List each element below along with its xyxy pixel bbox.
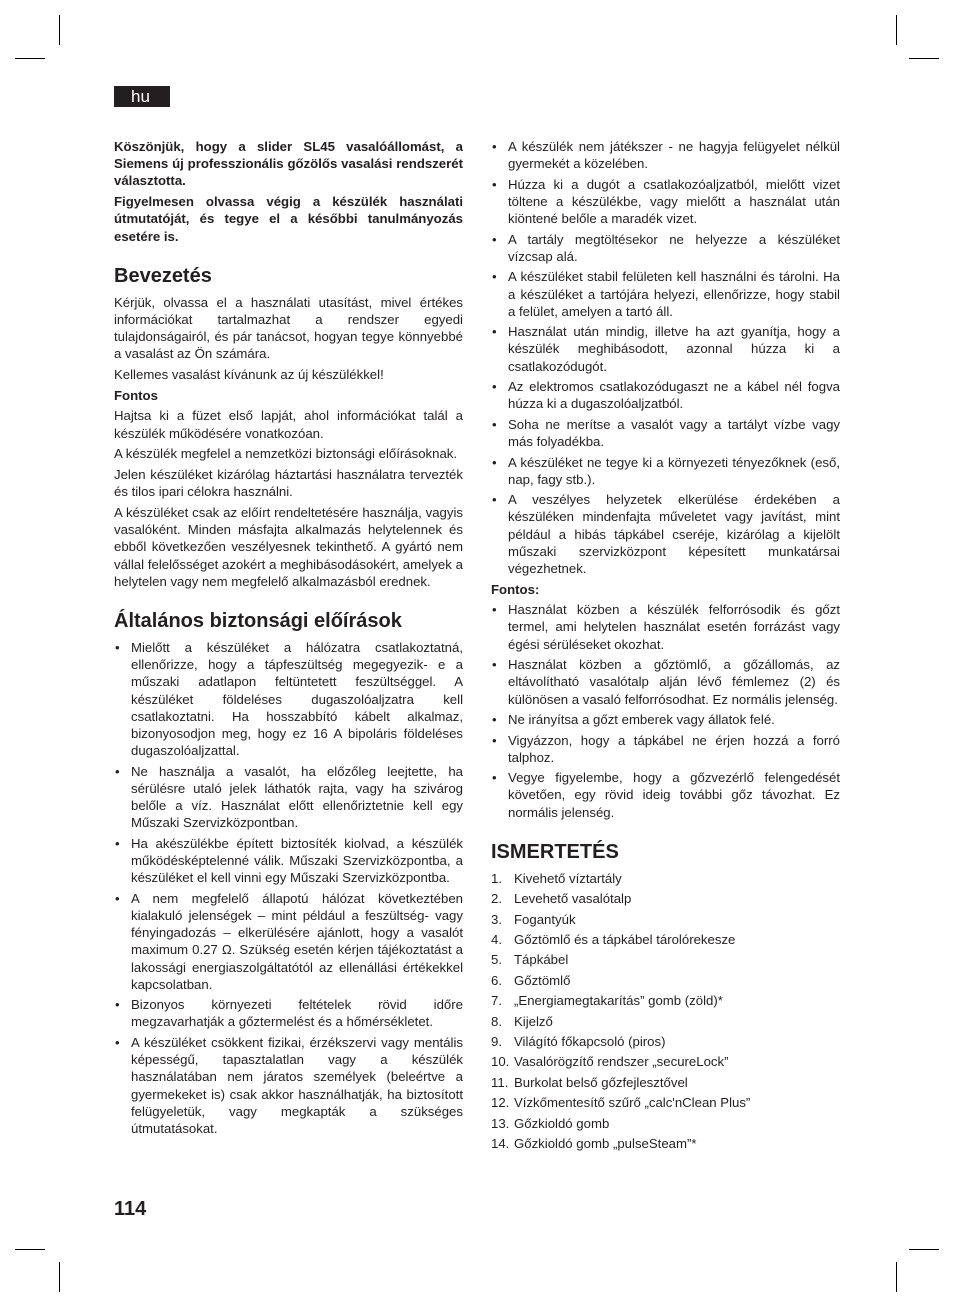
bullet-icon: • xyxy=(492,379,497,395)
list-item xyxy=(491,454,840,488)
item-number: 5. xyxy=(491,952,502,968)
list-item xyxy=(491,416,840,450)
item-number: 6. xyxy=(491,972,502,988)
item-number: 13. xyxy=(491,1115,510,1131)
parts-list-item xyxy=(491,1013,840,1030)
list-item-text: Használat közben a gőztömlő, a gőzállomás, az eltávolítható vasalótalp alján lévő fémlemez (2) és különösen a vasaló felforrósodhat. Ez normális jelenség. xyxy=(508,657,840,707)
list-item xyxy=(114,835,463,887)
list-item-text: Használat után mindig, illetve ha azt gyanítja, hogy a készülék meghibásodott, azonnal húzza ki a csatlakozódugót. xyxy=(508,324,840,374)
list-item-text: A készüléket ne tegye ki a környezeti tényezőknek (eső, nap, fagy stb.). xyxy=(508,454,840,487)
list-item-text: Ne használja a vasalót, ha előzőleg leejtette, ha sérülésre utaló jelek láthatók rajta, vagy ha szivárog belőle a víz. Használat előtt ellenőriztetnie kell egy Műszaki Szervizközpontban. xyxy=(131,763,463,831)
parts-list-item xyxy=(491,1074,840,1091)
list-item xyxy=(491,601,840,653)
bullet-icon: • xyxy=(492,712,497,728)
list-item-text: A készülék nem játékszer - ne hagyja felügyelet nélkül gyermekét a közelében. xyxy=(508,139,840,172)
list-item-text: A nem megfelelő állapotú hálózat következtében kialakuló jelenségek – mint például a feszültség- vagy fényingadozás – elkerülésére ajánlott, hogy a vasalót maximum 0.27 Ω. Szükség esetén kérjen tájékoztatást a lakossági energiaszolgáltatótól az ellenállási értékekkel kapcsolatban. xyxy=(131,890,463,992)
list-item xyxy=(114,1034,463,1137)
left-column xyxy=(114,138,463,1140)
item-label: Kivehető víztartály xyxy=(514,870,622,886)
item-label: Kijelző xyxy=(514,1013,553,1029)
item-number: 14. xyxy=(491,1135,510,1151)
item-label: Gőzkioldó gomb „pulseSteam”* xyxy=(514,1135,697,1151)
fontos-label: Fontos xyxy=(114,387,158,403)
bullet-icon: • xyxy=(115,639,120,655)
crop-mark xyxy=(59,1262,60,1292)
intro-paragraph: Köszönjük, hogy a slider SL45 vasalóállomást, a Siemens új professzionális gőzölős vasalási rendszerét választotta. xyxy=(114,139,463,189)
crop-mark xyxy=(896,15,897,45)
parts-list-item xyxy=(491,890,840,907)
list-item-text: Bizonyos környezeti feltételek rövid időre megzavarhatják a gőztermelést és a hőmérsékletet. xyxy=(131,997,463,1030)
bullet-icon: • xyxy=(115,997,120,1013)
item-number: 12. xyxy=(491,1095,510,1111)
item-label: Levehető vasalótalp xyxy=(514,891,632,907)
list-item-text: Húzza ki a dugót a csatlakozóaljzatból, mielőtt vizet töltene a készülékbe, vagy mielőtt a használat után kiöntené belőle a maradék vizet. xyxy=(508,176,840,227)
safety-list-right xyxy=(491,138,840,577)
crop-mark xyxy=(15,1249,45,1250)
item-label: Burkolat belső gőzfejlesztővel xyxy=(514,1074,688,1090)
parts-list-item xyxy=(491,951,840,968)
list-item xyxy=(491,138,840,172)
parts-list-item xyxy=(491,992,840,1009)
bullet-icon: • xyxy=(492,269,497,285)
list-item-text: Soha ne merítse a vasalót vagy a tartályt vízbe vagy más folyadékba. xyxy=(508,416,840,450)
bullet-icon: • xyxy=(492,231,497,247)
paragraph: A készüléket csak az előírt rendeltetésére használja, vagyis vasalóként. Minden másfajta alkalmazás helytelennek és ebből következően veszélyesnek tekinthető. A gyártó nem vállal felelősséget azokért a meghibásodásokért, amelyek a helytelen vagy nem megfelelő alkalmazásból erednek. xyxy=(114,504,463,589)
parts-list-item xyxy=(491,1053,840,1070)
list-item xyxy=(114,763,463,832)
parts-list-item xyxy=(491,870,840,887)
list-item xyxy=(114,890,463,993)
item-label: Vízkőmentesítő szűrő „calc'nClean Plus” xyxy=(514,1095,751,1111)
bullet-icon: • xyxy=(492,416,497,432)
safety-list-left xyxy=(114,639,463,1137)
parts-list xyxy=(491,870,840,1152)
crop-mark xyxy=(909,58,939,59)
bullet-icon: • xyxy=(492,732,497,748)
parts-list-item xyxy=(491,1094,840,1111)
language-badge: hu xyxy=(114,86,170,107)
list-item-text: Mielőtt a készüléket a hálózatra csatlakoztatná, ellenőrizze, hogy a tápfeszültség megegyezik- e a műszaki adatlapon feltüntetett feszültséggel. A készüléket földeléses dugaszolóaljzatra kell csatlakoztatni. Ha hosszabbító kábelt alkalmaz, bizonyosodjon meg, hogy ez 16 A bipoláris földeléses dugaszolóaljzattal. xyxy=(131,639,463,759)
list-item-text: Ha akészülékbe épített biztosíték kiolvad, a készülék működésképtelenné válik. Műszaki Szervizközpontba, a készüléket el kell vinni egy Műszaki Szervizközpontba. xyxy=(131,835,463,886)
list-item xyxy=(491,323,840,375)
page-number: 114 xyxy=(114,1198,147,1220)
bullet-icon: • xyxy=(115,763,120,779)
list-item xyxy=(491,378,840,412)
bullet-icon: • xyxy=(115,1034,120,1050)
item-number: 8. xyxy=(491,1013,502,1029)
parts-list-item xyxy=(491,1115,840,1132)
list-item-text: A készüléket csökkent fizikai, érzékszervi vagy mentális képességű, tapasztalatlan vagy a készülék használatában nem járatos személyek (beleértve a gyermekeket is) csak akkor használhatják, ha biztosított felügyeletük, vagy megkapták a szükséges útmutatásokat. xyxy=(131,1034,463,1136)
list-item xyxy=(491,491,840,577)
list-item-text: Vigyázzon, hogy a tápkábel ne érjen hozzá a forró talphoz. xyxy=(508,732,840,765)
list-item-text: Az elektromos csatlakozódugaszt ne a kábel nél fogva húzza ki a dugaszolóaljzatból. xyxy=(508,379,840,412)
item-label: Vasalórögzítő rendszer „secureLock” xyxy=(514,1054,729,1070)
item-label: Tápkábel xyxy=(514,952,569,968)
list-item xyxy=(491,769,840,821)
bullet-icon: • xyxy=(492,454,497,470)
item-number: 3. xyxy=(491,911,502,927)
section-heading-bevezetes: Bevezetés xyxy=(114,264,212,287)
crop-mark xyxy=(59,15,60,45)
item-label: Fogantyúk xyxy=(514,911,576,927)
item-number: 4. xyxy=(491,932,502,948)
bullet-icon: • xyxy=(492,602,497,618)
item-label: Gőztömlő xyxy=(514,972,571,988)
parts-list-item xyxy=(491,931,840,948)
list-item xyxy=(491,711,840,728)
item-label: Világító főkapcsoló (piros) xyxy=(514,1034,666,1049)
bullet-icon: • xyxy=(115,835,120,851)
list-item xyxy=(491,176,840,228)
list-item-text: Ne irányítsa a gőzt emberek vagy állatok felé. xyxy=(508,712,775,728)
paragraph: Jelen készüléket kizárólag háztartási használatra tervezték és tilos ipari célokra használni. xyxy=(114,467,463,500)
crop-mark xyxy=(909,1249,939,1250)
item-number: 1. xyxy=(491,870,502,886)
parts-list-item xyxy=(491,911,840,928)
list-item xyxy=(114,639,463,759)
paragraph: Kérjük, olvassa el a használati utasítást, mivel értékes információkat tartalmazhat a rendszer egyedi tulajdonságairól, és pár tanácsot, hogyan tegye könnyebbé a vasalást az Ön számára. xyxy=(114,294,463,362)
section-heading-safety: Általános biztonsági előírások xyxy=(114,609,402,632)
list-item xyxy=(491,732,840,766)
bullet-icon: • xyxy=(492,492,497,508)
bullet-icon: • xyxy=(115,890,120,906)
bullet-icon: • xyxy=(492,770,497,786)
fontos-list xyxy=(491,601,840,821)
parts-list-item xyxy=(491,972,840,989)
paragraph: Hajtsa ki a füzet első lapját, ahol információkat talál a készülék működésére vonatkozóan. xyxy=(114,408,463,441)
list-item xyxy=(114,996,463,1030)
intro-paragraph: Figyelmesen olvassa végig a készülék használati útmutatóját, és tegye el a későbbi tanulmányozás esetére is. xyxy=(114,194,463,244)
list-item xyxy=(491,268,840,320)
list-item xyxy=(491,656,840,708)
item-label: „Energiamegtakarítás” gomb (zöld)* xyxy=(514,993,723,1009)
list-item-text: Használat közben a készülék felforrósodik és gőzt termel, ami helytelen használat esetén forrázást vagy égési sérüléseket okozhat. xyxy=(508,602,840,652)
bullet-icon: • xyxy=(492,324,497,340)
fontos-label: Fontos: xyxy=(491,581,540,597)
item-number: 10. xyxy=(491,1054,510,1070)
list-item-text: Vegye figyelembe, hogy a gőzvezérlő felengedését követően, egy rövid ideig további gőz távozhat. Ez normális jelenség. xyxy=(508,770,840,820)
list-item-text: A veszélyes helyzetek elkerülése érdekében a készüléken mindenfajta műveletet vagy javítást, mint például a hibás tápkábel cseréje, kizárólag a kijelölt műszaki szervizközpont képesített munkatársai végezhetnek. xyxy=(508,492,840,577)
right-column xyxy=(491,138,840,1155)
crop-mark xyxy=(15,58,45,59)
item-label: Gőztömlő és a tápkábel tárolórekesze xyxy=(514,932,736,948)
paragraph: A készülék megfelel a nemzetközi biztonsági előírásoknak. xyxy=(114,446,458,462)
bullet-icon: • xyxy=(492,139,497,154)
item-number: 9. xyxy=(491,1034,502,1049)
item-label: Gőzkioldó gomb xyxy=(514,1115,610,1131)
parts-list-item xyxy=(491,1033,840,1050)
item-number: 11. xyxy=(491,1074,509,1090)
list-item-text: A készüléket stabil felületen kell használni és tárolni. Ha a készüléket a tartójára helyezi, ellenőrizze, hogy stabil a felület, amelyen a tartó áll. xyxy=(508,269,840,319)
paragraph: Kellemes vasalást kívánunk az új készülékkel! xyxy=(114,367,384,383)
crop-mark xyxy=(896,1262,897,1292)
item-number: 7. xyxy=(491,993,502,1009)
bullet-icon: • xyxy=(492,657,497,673)
parts-list-item xyxy=(491,1135,840,1152)
list-item-text: A tartály megtöltésekor ne helyezze a készüléket vízcsap alá. xyxy=(508,231,840,264)
section-heading-ismertetes: ISMERTETÉS xyxy=(491,840,619,863)
bullet-icon: • xyxy=(492,176,497,192)
list-item xyxy=(491,231,840,265)
item-number: 2. xyxy=(491,891,502,907)
